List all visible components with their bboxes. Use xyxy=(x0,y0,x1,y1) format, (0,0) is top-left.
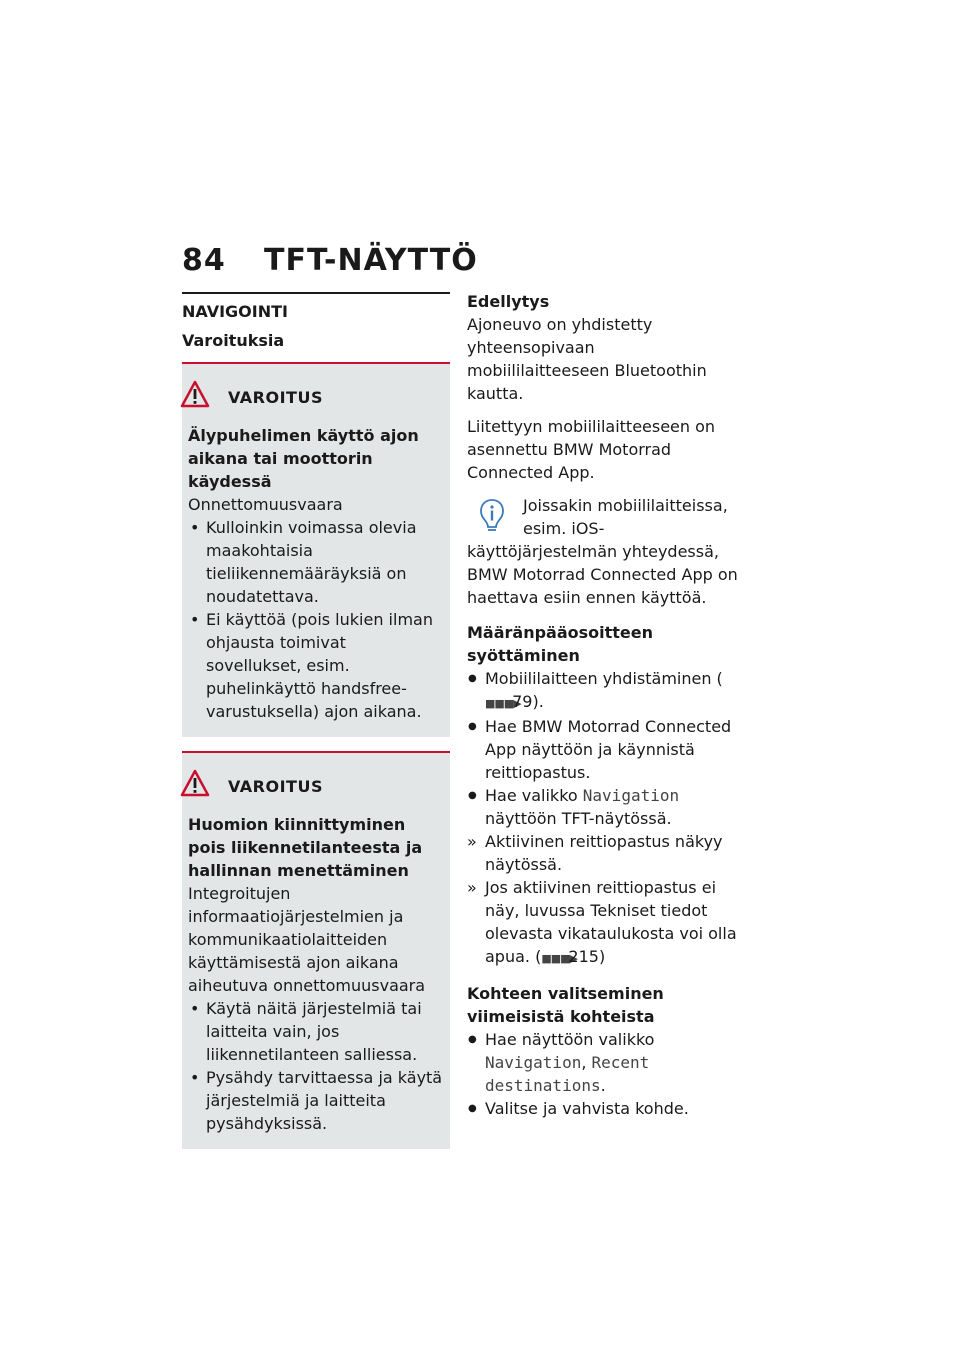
list-item: ● Hae näyttöön valikko Navigation, Recent destinations. xyxy=(467,1028,742,1097)
list-item: • Kulloinkin voimassa olevia maakohtaisia tieliikennemääräyksiä on noudatettava. xyxy=(188,516,444,608)
warning-triangle-icon xyxy=(180,380,210,408)
warning-box-1 xyxy=(182,362,450,737)
info-icon xyxy=(479,498,505,532)
reference-arrow-icon: ■■■▶ xyxy=(485,697,521,710)
warning-title: Älypuhelimen käyttö ajon aikana tai moottorin käydessä xyxy=(188,426,419,491)
warning-list xyxy=(188,516,444,723)
prerequisite-text-2: Liitettyyn mobiililaitteeseen on asennettu BMW Motorrad Connected App. xyxy=(467,417,716,482)
warning-label: VAROITUS xyxy=(228,387,323,407)
warning-hazard: Onnettomuusvaara xyxy=(188,495,343,514)
warning-title: Huomion kiinnittyminen pois liikennetilanteesta ja hallinnan menettäminen xyxy=(188,815,423,880)
list-item: ● Valitse ja vahvista kohde. xyxy=(467,1097,742,1120)
section-title: NAVIGOINTI xyxy=(182,302,288,321)
subsection-title: Varoituksia xyxy=(182,331,285,350)
warning-hazard: Integroitujen informaatiojärjestelmien ja kommunikaatiolaitteiden käyttämisestä ajon aikana aiheutuva onnettomuusvaara xyxy=(188,884,426,995)
list-item: » Jos aktiivinen reittiopastus ei näy, luvussa Tekniset tiedot olevasta vikataulukosta voi olla apua. (■■■▶ 215) xyxy=(467,876,742,970)
list-item: ● Hae BMW Motorrad Connected App näyttöön ja käynnistä reittiopastus. xyxy=(467,715,742,784)
section-rule xyxy=(182,292,450,294)
destination-results xyxy=(467,830,742,970)
warning-list xyxy=(188,997,444,1135)
page-number: 84 xyxy=(182,243,226,278)
list-item: ● Hae valikko Navigation näyttöön TFT-näytössä. xyxy=(467,784,742,830)
list-item: » Aktiivinen reittiopastus näkyy näytössä. xyxy=(467,830,742,876)
right-column xyxy=(467,290,742,1120)
warning-header xyxy=(188,769,444,803)
info-note xyxy=(467,494,742,609)
list-item: • Käytä näitä järjestelmiä tai laitteita vain, jos liikennetilanteen salliessa. xyxy=(188,997,444,1066)
warning-label: VAROITUS xyxy=(228,776,323,796)
page-header xyxy=(182,243,478,278)
reference-arrow-icon: ■■■▶ xyxy=(541,952,577,965)
warning-box-2 xyxy=(182,751,450,1149)
destination-steps xyxy=(467,667,742,830)
left-column xyxy=(182,292,450,1149)
destination-title: Määränpääosoitteen syöttäminen xyxy=(467,623,654,665)
recent-steps xyxy=(467,1028,742,1120)
list-item: ● Mobiililaitteen yhdistäminen (■■■▶ 79). xyxy=(467,667,742,715)
prerequisite-title: Edellytys xyxy=(467,292,550,311)
chapter-title: TFT-NÄYTTÖ xyxy=(264,243,478,278)
menu-name: Navigation xyxy=(582,786,680,805)
menu-name: Navigation xyxy=(485,1053,582,1072)
recent-title: Kohteen valitseminen viimeisistä kohteista xyxy=(467,984,664,1026)
prerequisite-text-1: Ajoneuvo on yhdistetty yhteensopivaan mobiililaitteeseen Bluetoothin kautta. xyxy=(467,315,707,403)
info-text: Joissakin mobiililaitteissa, esim. iOS-käyttöjärjestelmän yhteydessä, BMW Motorrad Connected App on haettava esiin ennen käyttöä. xyxy=(467,496,738,607)
warning-triangle-icon xyxy=(180,769,210,797)
list-item: • Pysähdy tarvittaessa ja käytä järjestelmiä ja laitteita pysähdyksissä. xyxy=(188,1066,444,1135)
menu-name: Recent destinations xyxy=(485,1053,650,1095)
warning-header xyxy=(188,380,444,414)
list-item: • Ei käyttöä (pois lukien ilman ohjausta toimivat sovellukset, esim. puhelinkäyttö handsfree-varustuksella) ajon aikana. xyxy=(188,608,444,723)
